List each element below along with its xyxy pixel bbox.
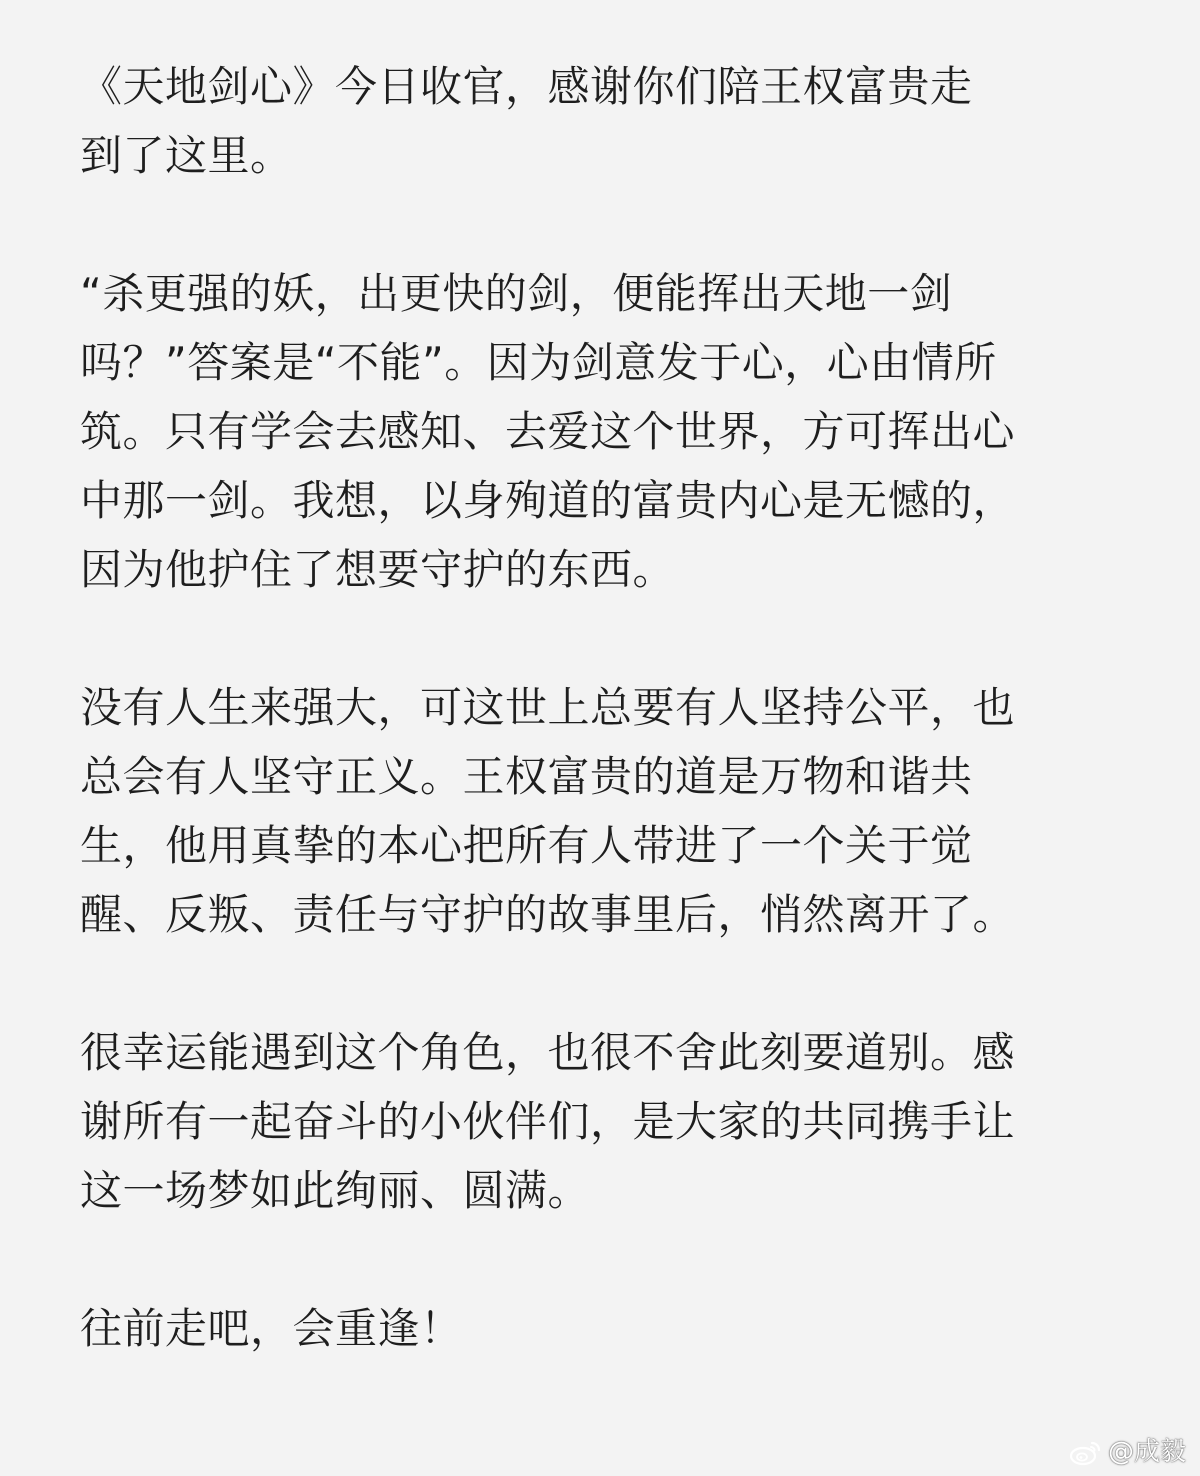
text-line: 总会有人坚守正义。王权富贵的道是万物和谐共 [80,752,973,801]
text-line: 筑。只有学会去感知、去爱这个世界，方可挥出心 [80,407,1016,456]
text-line: 因为他护住了想要守护的东西。 [80,545,676,594]
text-line: 《天地剑心》今日收官，感谢你们陪王权富贵走 [80,62,973,111]
text-line: 往前走吧，会重逢！ [80,1304,463,1353]
text-line: 这一场梦如此绚丽、圆满。 [80,1166,591,1215]
paragraph-3 [80,673,1110,949]
text-line: 没有人生来强大，可这世上总要有人坚持公平，也 [80,683,1016,732]
paragraph-2 [80,259,1110,604]
weibo-logo-icon [1068,1437,1104,1467]
text-line: 谢所有一起奋斗的小伙伴们，是大家的共同携手让 [80,1097,1016,1146]
text-line: 很幸运能遇到这个角色，也很不舍此刻要道别。感 [80,1028,1016,1077]
text-line: 吗？”答案是“不能”。因为剑意发于心，心由情所 [80,338,997,387]
text-line: 中那一剑。我想，以身殉道的富贵内心是无憾的， [80,476,1016,525]
text-line: 生，他用真挚的本心把所有人带进了一个关于觉 [80,821,973,870]
text-line: “杀更强的妖，出更快的剑，便能挥出天地一剑 [80,269,953,318]
paragraph-1 [80,52,1110,190]
text-line: 到了这里。 [80,131,293,180]
paragraph-5 [80,1294,1110,1363]
weibo-watermark [1068,1436,1186,1468]
post-body [80,52,1110,1363]
watermark-handle: @成毅 [1107,1437,1186,1467]
text-line: 醒、反叛、责任与守护的故事里后，悄然离开了。 [80,890,1016,939]
paragraph-4 [80,1018,1110,1225]
